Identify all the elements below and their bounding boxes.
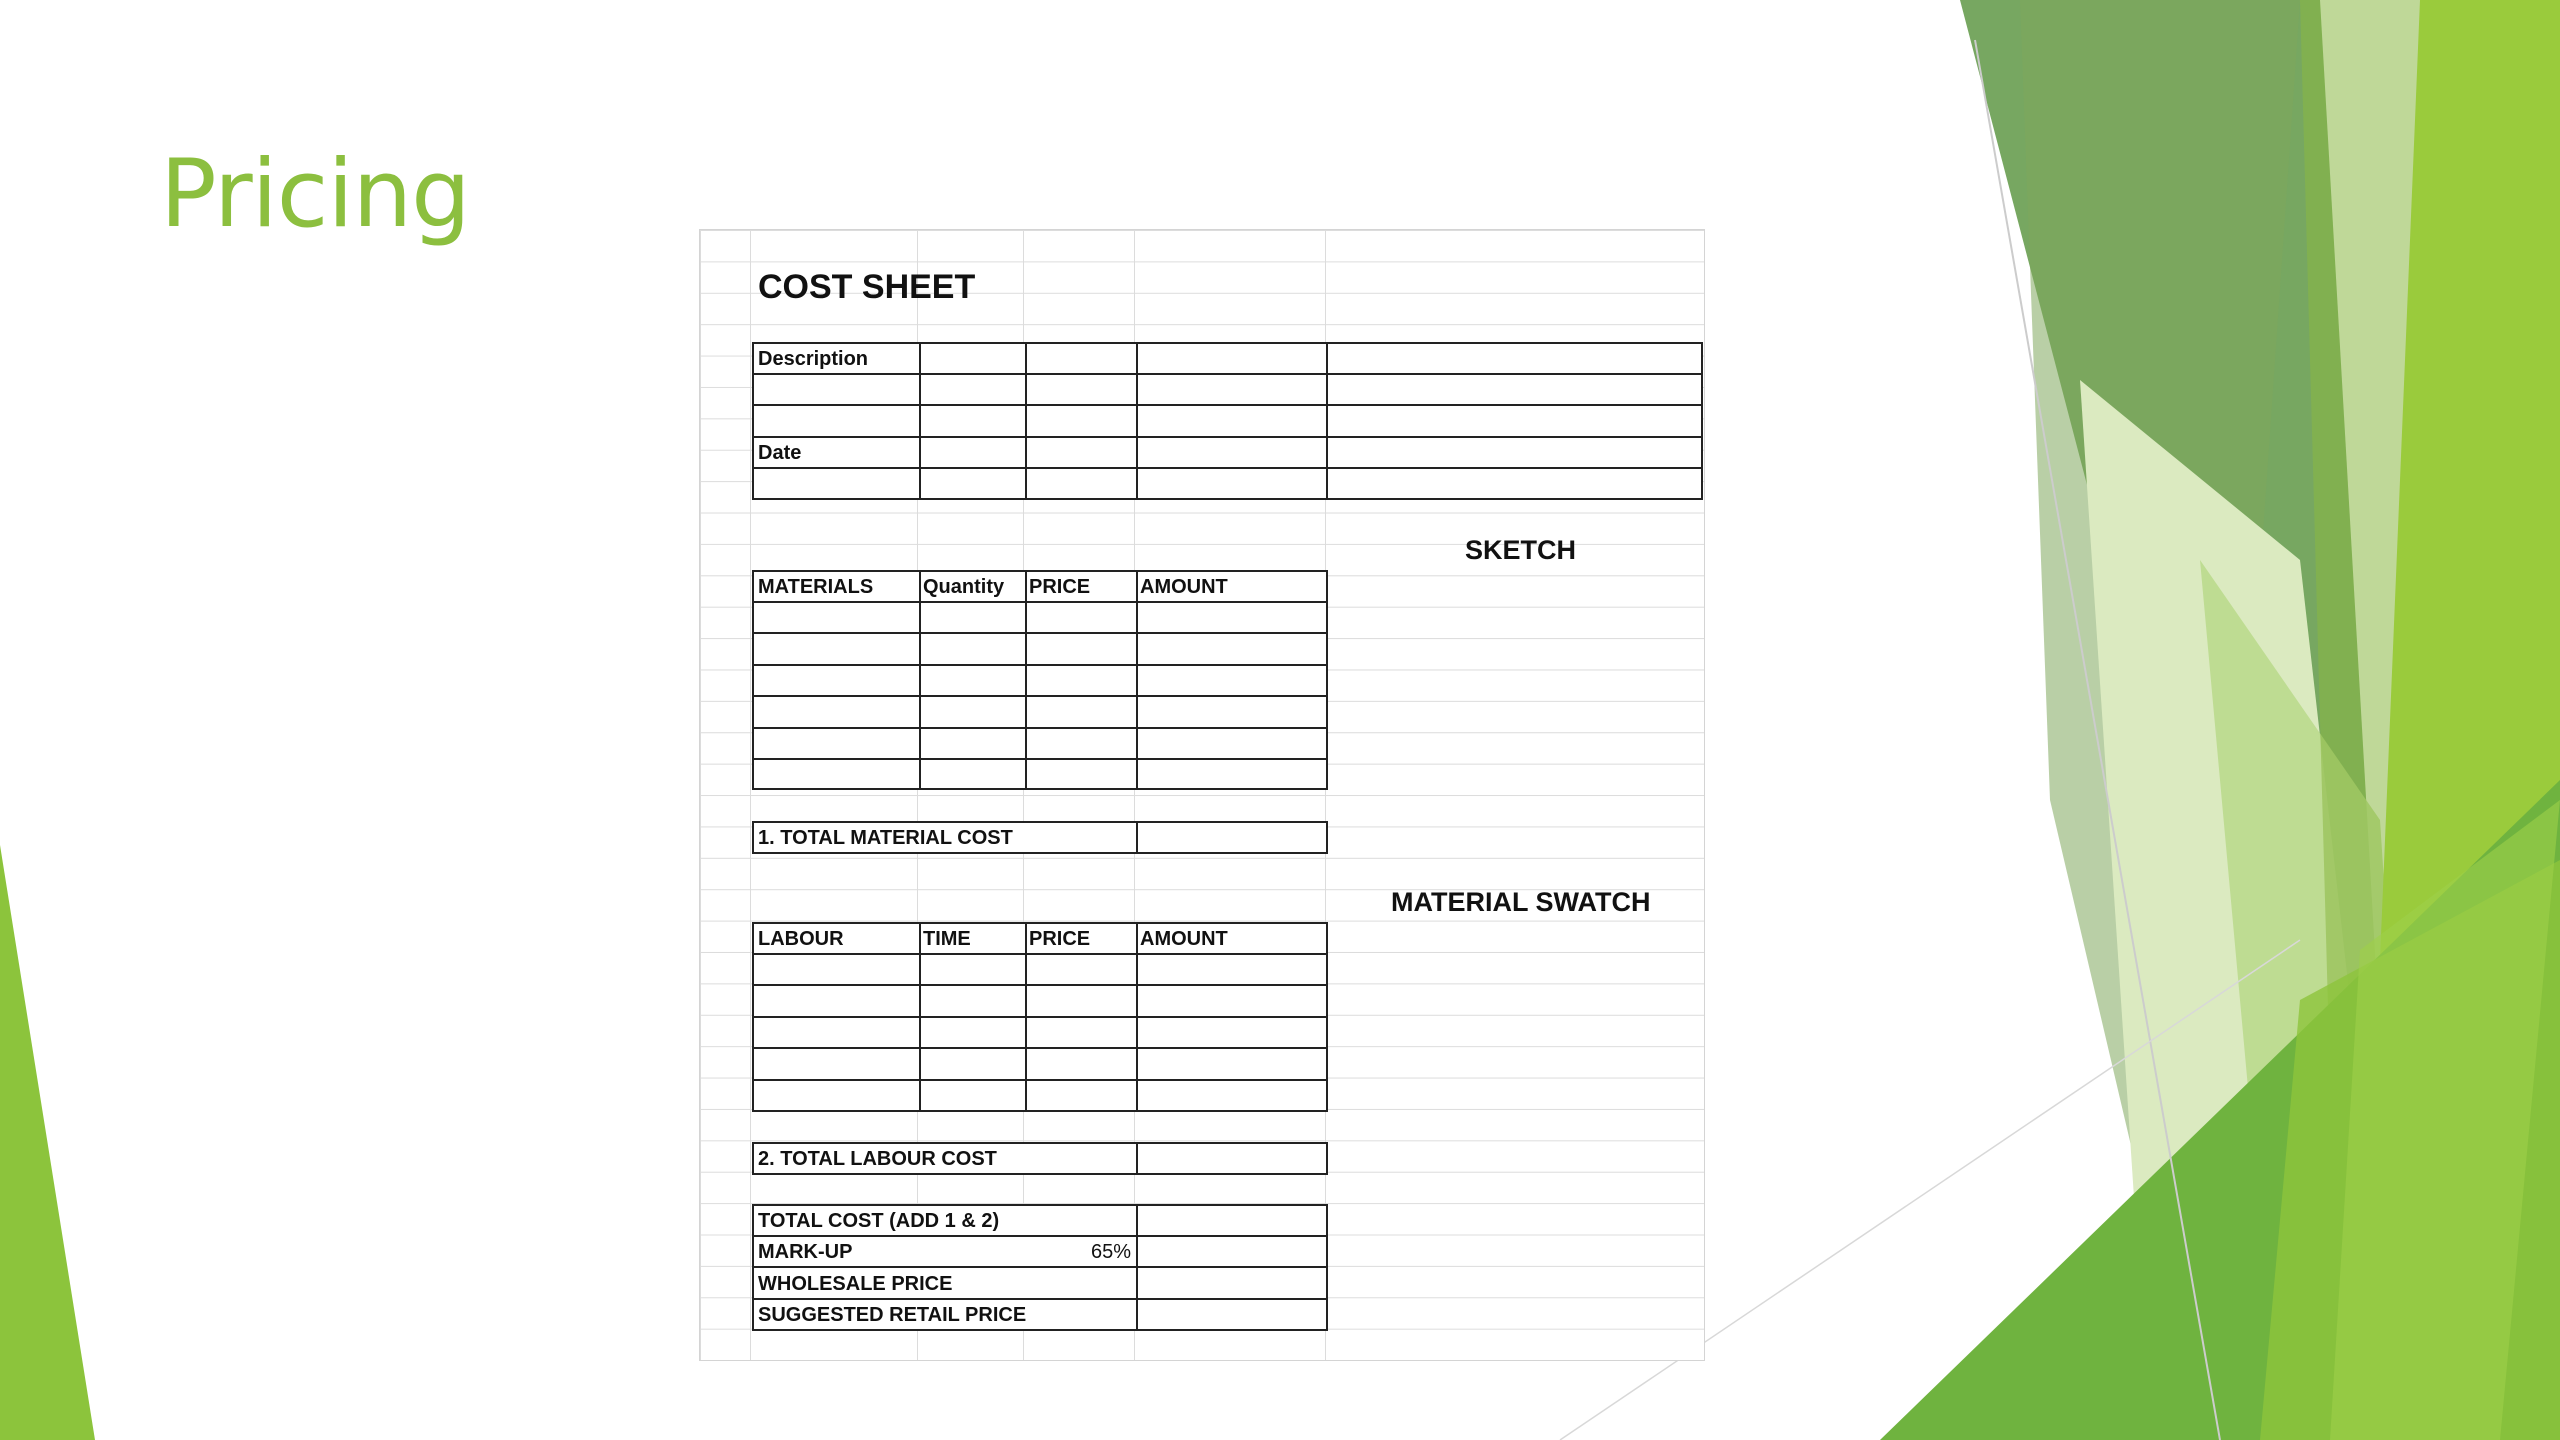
labour-price-header: PRICE <box>1029 928 1091 950</box>
header-info-table <box>752 342 1703 500</box>
materials-header: MATERIALS <box>758 576 874 598</box>
total-labour-cost-label: 2. TOTAL LABOUR COST <box>758 1148 997 1170</box>
labour-amount-header: AMOUNT <box>1140 928 1228 950</box>
total-cost-label: TOTAL COST (ADD 1 & 2) <box>758 1210 1000 1232</box>
materials-amount-header: AMOUNT <box>1140 576 1228 598</box>
labour-header: LABOUR <box>758 928 844 950</box>
cost-sheet-title: COST SHEET <box>758 268 976 306</box>
description-label: Description <box>758 348 869 370</box>
materials-price-header: PRICE <box>1029 576 1091 598</box>
material-swatch-label: MATERIAL SWATCH <box>1391 887 1651 917</box>
summary-table <box>752 1204 1328 1331</box>
materials-table <box>752 570 1328 790</box>
cost-sheet <box>700 230 1704 1360</box>
markup-value: 65% <box>1091 1241 1132 1263</box>
total-labour-cost-row <box>752 1142 1328 1175</box>
date-label: Date <box>758 442 802 464</box>
total-material-cost-row <box>752 821 1328 854</box>
suggested-retail-price-label: SUGGESTED RETAIL PRICE <box>758 1304 1027 1326</box>
markup-label: MARK-UP <box>758 1241 853 1263</box>
wholesale-price-label: WHOLESALE PRICE <box>758 1273 953 1295</box>
labour-table <box>752 922 1328 1112</box>
total-material-cost-label: 1. TOTAL MATERIAL COST <box>758 827 1013 849</box>
sketch-label: SKETCH <box>1465 535 1577 565</box>
time-header: TIME <box>923 928 971 950</box>
quantity-header: Quantity <box>923 576 1005 598</box>
slide-title: Pricing <box>160 140 470 249</box>
